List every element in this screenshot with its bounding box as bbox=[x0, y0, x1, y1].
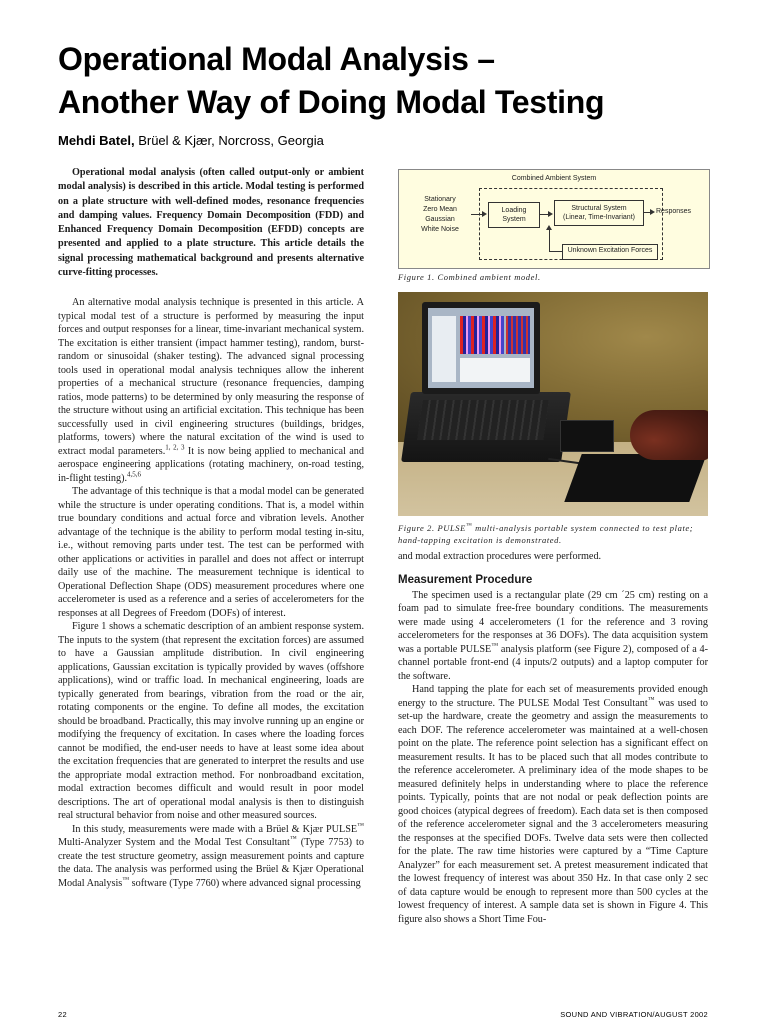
author-name: Mehdi Batel, bbox=[58, 133, 135, 148]
input-line-1: Stationary bbox=[424, 196, 456, 203]
figure2-trademark: ™ bbox=[465, 523, 473, 529]
specimen-trademark: ™ bbox=[491, 641, 499, 650]
right-column bbox=[398, 550, 708, 926]
loading-system-label bbox=[489, 206, 539, 224]
laptop-screen bbox=[422, 302, 540, 394]
intro-reference-1: 1, 2, 3 bbox=[165, 443, 185, 452]
advantage-paragraph: The advantage of this technique is that a modal model can be generated while the structure is under operating conditions. That is, a model within true boundary conditions and actual force and vibration levels. Another advantage of the technique is the ability to perform modal testing in-situ, i.e., without removing parts under test. The test can be performed with other applications or activities in parallel and does not affect or interrupt daily use of the machine. The measurement technique is identical to Operational Deflection Shape (ODS) measurement procedures where one accelerometer is used as a reference and a series of accelerometers for the responses at all Degrees of Freedom (DOFs) of interest. bbox=[58, 486, 364, 619]
author-affiliation: Brüel & Kjær, Norcross, Georgia bbox=[134, 133, 324, 148]
abstract: Operational modal analysis (often called output-only or ambient modal analysis) is described in this article. Modal testing is performed on a plate structure with well-defined modes, resonance frequencies and damping values. Frequency Domain Decomposition (FDD) and Enhanced Frequency Domain Decomposition (EFDD) concepts are presented and applied to a plate structure. This article details the signal processing mathematical background and presents alternative curve-fitting processes. bbox=[58, 167, 364, 279]
time-history-plot bbox=[460, 358, 530, 382]
study-text-c: (Type 7753) to create the test structure geometry, assign measurement points and capture the data. The analysis was performed using the Brüel & Kjær Operational Modal Analysis bbox=[58, 837, 364, 889]
study-text-a: In this study, measurements were made with a Brüel & Kjær PULSE bbox=[72, 823, 358, 835]
page-number: 22 bbox=[58, 1010, 67, 1019]
trademark-1: ™ bbox=[357, 821, 364, 830]
input-label bbox=[405, 195, 475, 235]
structural-system-label bbox=[555, 204, 643, 222]
spectrogram-plot bbox=[460, 316, 504, 354]
figure1-caption: Figure 1. Combined ambient model. bbox=[398, 272, 541, 282]
continued-text: and modal extraction procedures were performed. bbox=[398, 551, 602, 562]
tapping-hand bbox=[630, 410, 708, 460]
study-text-b: Multi-Analyzer System and the Modal Test Consultant bbox=[58, 837, 290, 849]
loading-to-structural-arrowhead bbox=[548, 211, 553, 217]
loading-line-1: Loading bbox=[501, 207, 527, 214]
intro-text-a: An alternative modal analysis technique is presented in this article. A typical modal test of a structure is performed by measuring the input forces and output responses for a linear, time-invariant mechanical system. The excitation is either transient (impact hammer testing), random, burst-random or sinusoidal (shaker testing). The advanced signal processing tools used in operational modal analysis techniques allow the inherent properties of a mechanical structure (resonance frequencies, damping ratios, mode patterns) to be determined by only measuring the response of the structure without using an artificial excitation. This technique has been successfully used in civil engineering structures (buildings, bridges, platforms, towers) where the natural excitation of the wind is used to extract modal parameters. bbox=[58, 297, 364, 457]
figure2-caption bbox=[398, 520, 708, 546]
responses-label: Responses bbox=[656, 208, 692, 215]
figure1-header: Combined Ambient System bbox=[511, 175, 597, 182]
structural-line-2: (Linear, Time-Invariant) bbox=[563, 214, 635, 221]
intro-paragraph bbox=[58, 296, 364, 485]
input-arrowhead bbox=[482, 211, 487, 217]
spectrum-plot bbox=[506, 316, 530, 354]
unknown-forces-horizontal-line bbox=[549, 251, 562, 252]
intro-text-b: It is now being applied to mechanical and aerospace engineering applications (rotating machinery, on-road testing, in-flight testing). bbox=[58, 445, 364, 484]
tapping-paragraph bbox=[398, 683, 708, 926]
figure2-caption-text-a: Figure 2. PULSE bbox=[398, 522, 466, 533]
specimen-text-a: The specimen used is a rectangular plate (29 cm ´25 cm) resting on a foam pad to simulate free-free boundary conditions. The measurements were made using 4 accelerometers (1 for the reference and 3 roving accelerometers for the responses at 36 DOFs). The data acquisition system was a portable PULSE bbox=[398, 589, 708, 655]
figure2-caption-text-b: multi-analysis portable system connected to test plate; hand-tapping excitation is demonstrated. bbox=[398, 522, 694, 545]
responses-arrowhead bbox=[650, 209, 655, 215]
trademark-2: ™ bbox=[289, 834, 297, 843]
figure2-photo bbox=[398, 292, 708, 516]
study-text-d: software (Type 7760) where advanced signal processing bbox=[129, 877, 361, 889]
structural-system-box bbox=[554, 200, 644, 226]
software-side-panel bbox=[432, 316, 456, 382]
section-heading: Measurement Procedure bbox=[398, 573, 533, 586]
input-line-3: Gaussian bbox=[425, 216, 455, 223]
specimen-paragraph bbox=[398, 589, 708, 684]
input-line-2: Zero Mean bbox=[423, 206, 457, 213]
specimen-text-b: analysis platform (see Figure 2), composed of a 4-channel portable front-end (4 inputs/2 outputs) and a laptop computer for the software. bbox=[398, 643, 708, 682]
software-display bbox=[428, 308, 534, 388]
tapping-text-a: Hand tapping the plate for each set of measurements provided enough energy to the structure. The PULSE Modal Test Consultant bbox=[398, 684, 708, 709]
study-paragraph bbox=[58, 823, 364, 891]
figure1-diagram bbox=[398, 169, 710, 269]
tapping-trademark: ™ bbox=[647, 695, 655, 704]
structural-line-1: Structural System bbox=[571, 205, 627, 212]
intro-reference-2: 4,5,6 bbox=[127, 470, 142, 479]
tapping-text-b: was used to set-up the hardware, create the geometry and assign the measurements to each DOF. The reference accelerometer was maintained at a well-chosen point on the plate. The reference point selection has a significant effect on measurement results. It has to be placed such that all modes contribute to the reference accelerometer. A preliminary idea of the mode shapes to be measured definitely helps in understanding where to place the reference points. Typically, points that are not nodal or peak deflection points are good choices (atypical degrees of freedom). Each data set is then composed of the reference accelerometer signal and the 3 accelerometers measuring the responses at the specified DOFs. Twelve data sets were then collected for the plate. The raw time histories were captured by a “Time Capture Analyzer” for each measurement set. A pretest measurement indicated that the lowest frequency of interest was about 350 Hz. In that case only 2 sec of data capture would be enough to represent more than 500 cycles at the lowest frequency of interest. A sample data set is shown in Figure 4. This figure also shows a Short Time Fou- bbox=[398, 697, 708, 925]
test-plate bbox=[564, 454, 706, 502]
left-column bbox=[58, 166, 364, 890]
trademark-3: ™ bbox=[122, 875, 130, 884]
input-line-4: White Noise bbox=[421, 226, 459, 233]
author-line bbox=[58, 133, 738, 148]
unknown-forces-box bbox=[562, 244, 658, 260]
unknown-forces-arrowhead bbox=[546, 225, 552, 230]
loading-line-2: System bbox=[502, 216, 526, 223]
unknown-forces-label: Unknown Excitation Forces bbox=[567, 247, 653, 254]
title-line-1: Operational Modal Analysis – bbox=[58, 41, 495, 77]
loading-system-box bbox=[488, 202, 540, 228]
laptop-keyboard bbox=[417, 400, 549, 440]
pulse-front-end bbox=[560, 420, 614, 452]
unknown-forces-vertical-line bbox=[549, 230, 550, 251]
figure1-description-paragraph: Figure 1 shows a schematic description of an ambient response system. The inputs to the system (that represent the excitation forces) are assumed to have a Gaussian amplitude distribution. In civil engineering applications, Gaussian excitation is typically provided by waves (offshore applications), wind or traffic load. In mechanical engineering, loads are typically generated from bearings, vibration from the road or the air, rotating components or the engine. To define all modes, the excitation should be broadband. Practically, this may involve running up an engine or modifying the frequency of excitation. In cases where the loading forces cannot be modified, the end-user needs to have at least some idea about the excitation frequencies that are generated to interpret the results and use the appropriate modal extraction method. For nonbroadband excitation, modal extraction becomes difficult and would result in poor model descriptions. The art of operational modal analysis is then to distinguish real structural behavior from noise and other measured sources. bbox=[58, 621, 364, 822]
article-title bbox=[58, 38, 738, 124]
title-line-2: Another Way of Doing Modal Testing bbox=[58, 84, 605, 120]
journal-footer: SOUND AND VIBRATION/AUGUST 2002 bbox=[560, 1010, 708, 1019]
